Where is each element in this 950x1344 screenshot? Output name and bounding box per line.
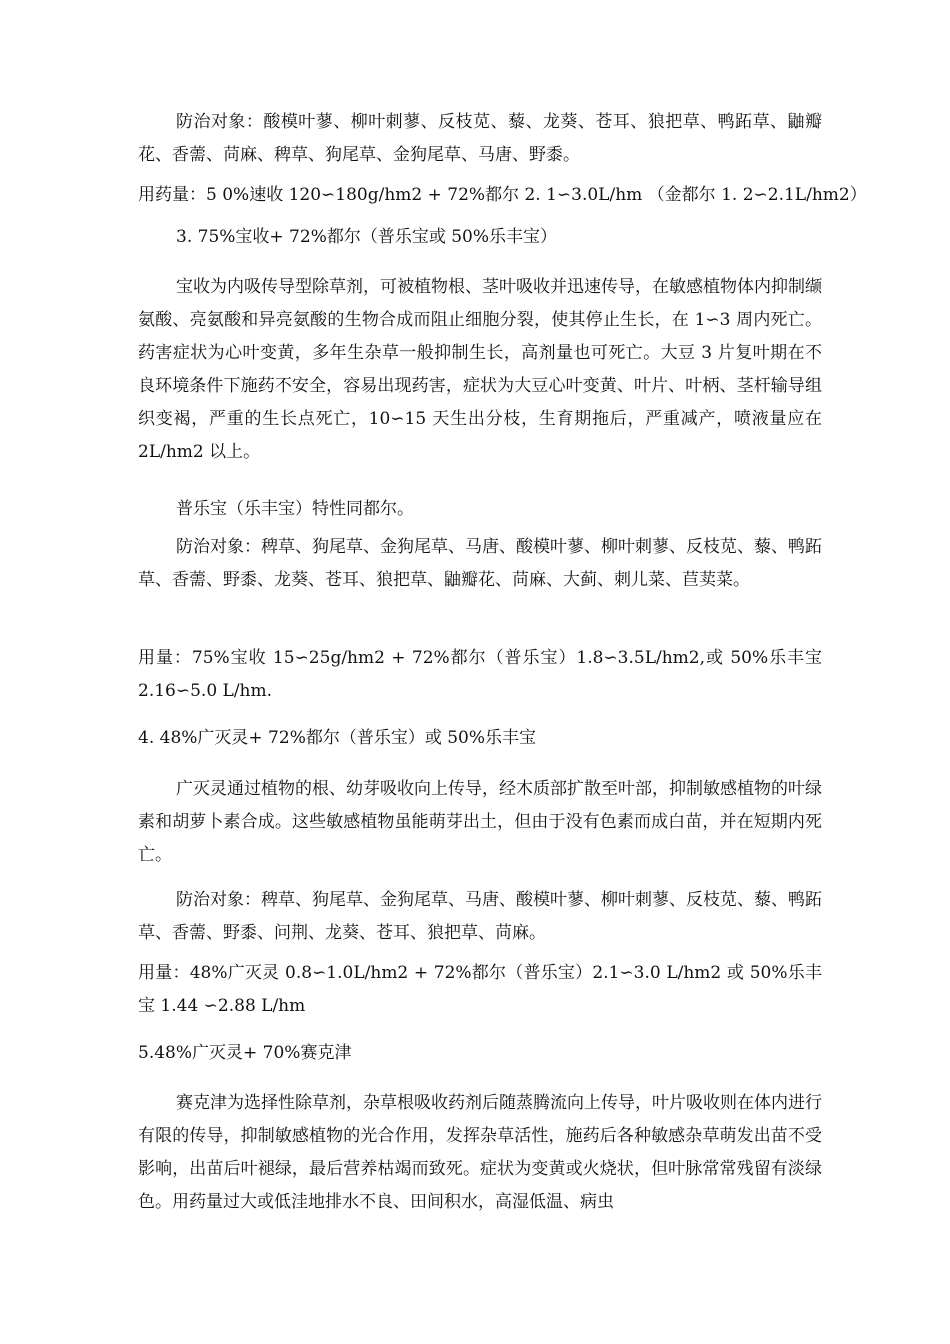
section-heading-5: 5.48%广灭灵+ 70%赛克津 [138,1043,352,1063]
paragraph-weed-targets-3: 防治对象：稗草、狗尾草、金狗尾草、马唐、酸模叶蓼、柳叶刺蓼、反枝苋、藜、鸭跖草、香薷、野黍、问荆、龙葵、苍耳、狼把草、苘麻。 [138,890,822,943]
paragraph-weed-targets-1: 防治对象：酸模叶蓼、柳叶刺蓼、反枝苋、藜、龙葵、苍耳、狼把草、鸭跖草、鼬瓣花、香薷、苘麻、稗草、狗尾草、金狗尾草、马唐、野黍。 [138,112,822,165]
paragraph-weed-targets-2: 防治对象：稗草、狗尾草、金狗尾草、马唐、酸模叶蓼、柳叶刺蓼、反枝苋、藜、鸭跖草、香薷、野黍、龙葵、苍耳、狼把草、鼬瓣花、苘麻、大蓟、刺儿菜、苣荬菜。 [138,537,822,590]
section-heading-4: 4. 48%广灭灵+ 72%都尔（普乐宝）或 50%乐丰宝 [138,728,537,748]
paragraph-guangmieling-description: 广灭灵通过植物的根、幼芽吸收向上传导，经木质部扩散至叶部，抑制敏感植物的叶绿素和胡萝卜素合成。这些敏感植物虽能萌芽出土，但由于没有色素而成白苗，并在短期内死亡。 [138,779,822,865]
section-heading-3: 3. 75%宝收+ 72%都尔（普乐宝或 50%乐丰宝） [176,227,558,247]
paragraph-dosage-3: 用量：48%广灭灵 0.8∽1.0L/hm2 + 72%都尔（普乐宝）2.1∽3.0 L/hm2 或 50%乐丰宝 1.44 ∽2.88 L/hm [138,963,822,1016]
paragraph-saikejin-description: 赛克津为选择性除草剂，杂草根吸收药剂后随蒸腾流向上传导，叶片吸收则在体内进行有限的传导，抑制敏感植物的光合作用，发挥杂草活性，施药后各种敏感杂草萌发出苗不受影响，出苗后叶褪绿，最后营养枯竭而致死。症状为变黄或火烧状，但叶脉常常残留有淡绿色。用药量过大或低洼地排水不良、田间积水，高湿低温、病虫 [138,1093,822,1212]
paragraph-dosage-1: 用药量：5 0%速收 120∽180g/hm2 + 72%都尔 2. 1∽3.0L/hm （金都尔 1. 2∽2.1L/hm2） [138,185,867,205]
paragraph-baoshou-description: 宝收为内吸传导型除草剂，可被植物根、茎叶吸收并迅速传导，在敏感植物体内抑制缬氨酸、亮氨酸和异亮氨酸的生物合成而阻止细胞分裂，使其停止生长，在 1∽3 周内死亡。药害症状为心叶变黄，多年生杂草一般抑制生长，高剂量也可死亡。大豆 3 片复叶期在不良环境条件下施药不安全，容易出现药害，症状为大豆心叶变黄、叶片、叶柄、茎杆输导组织变褐，严重的生长点死亡，10∽15 天生出分枝，生育期拖后，严重减产，喷液量应在 2L/hm2 以上。 [138,277,822,462]
paragraph-pulebao-note: 普乐宝（乐丰宝）特性同都尔。 [176,499,414,519]
paragraph-dosage-2: 用量：75%宝收 15∽25g/hm2 + 72%都尔（普乐宝）1.8∽3.5L/hm2,或 50%乐丰宝 2.16∽5.0 L/hm. [138,648,822,701]
